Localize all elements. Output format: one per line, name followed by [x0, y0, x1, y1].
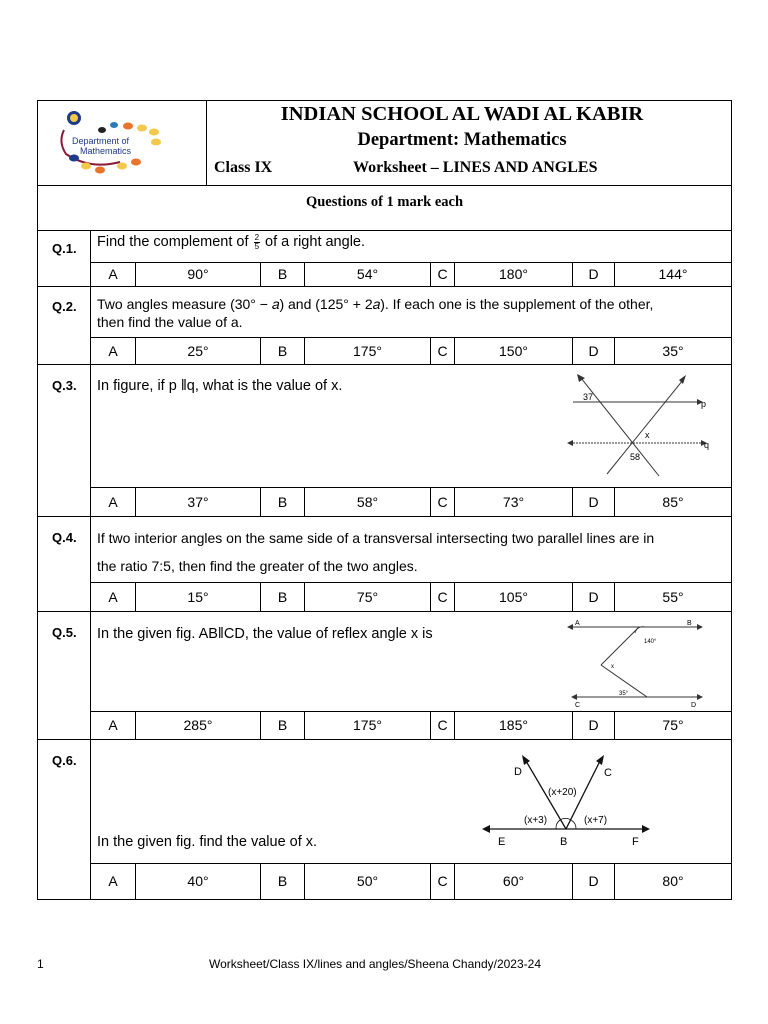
option-letter: A [108, 342, 118, 359]
option-value[interactable]: 90° [187, 266, 209, 282]
option-value[interactable]: 75° [356, 588, 379, 605]
question-text [97, 233, 365, 252]
question-text-line1: Two angles measure (30° − 𝑎) and (125° + 2𝑎). If each one is the supplement of the other, [97, 296, 654, 312]
question-number: Q.6. [52, 753, 77, 768]
fig-label-x: x [611, 664, 614, 670]
option-value[interactable]: 144° [658, 266, 688, 282]
question-text-line1: If two interior angles on the same side of a transversal intersecting two parallel lines are in [97, 530, 655, 546]
option-value[interactable]: 175° [353, 717, 382, 733]
option-letter: C [437, 493, 448, 510]
option-value[interactable]: 60° [502, 873, 525, 889]
option-letter: A [108, 717, 118, 733]
option-value[interactable]: 35° [662, 342, 684, 359]
fig-label-right: (x+7) [584, 815, 608, 826]
option-letter: C [437, 588, 448, 605]
border [731, 100, 732, 900]
fig-label-mid: (x+20) [548, 787, 577, 798]
option-value[interactable]: 105° [499, 588, 528, 605]
question-text-start: Find the complement of [97, 234, 249, 250]
border [37, 364, 732, 365]
fraction [254, 234, 260, 251]
option-value[interactable]: 58° [356, 493, 379, 510]
option-letter: C [437, 873, 448, 889]
fig-label-D: D [691, 702, 697, 709]
option-letter: C [437, 266, 448, 282]
page-number: 1 [37, 957, 44, 971]
fig-label-D: D [514, 766, 522, 778]
fig-label-B: B [687, 620, 692, 627]
linear-pair-figure [480, 745, 660, 855]
border [37, 516, 732, 517]
option-letter: B [277, 873, 288, 889]
border [37, 286, 732, 287]
option-value[interactable]: 285° [183, 717, 213, 733]
option-letter: D [588, 342, 599, 359]
fig-angle-140: 140° [644, 639, 657, 645]
fraction-numerator: 2 [254, 232, 260, 242]
border [37, 230, 732, 231]
option-value[interactable]: 185° [499, 717, 528, 733]
question-text-end: of a right angle. [265, 234, 366, 250]
question-text: In the given fig. AB‖CD, the value of reflex angle x is [97, 626, 433, 642]
question-number: Q.4. [52, 530, 77, 545]
logo-graphic [50, 108, 170, 178]
school-name: INDIAN SCHOOL AL WADI AL KABIR [280, 103, 644, 125]
option-letter: A [108, 588, 118, 605]
question-text: In the given fig. find the value of x. [97, 834, 318, 850]
option-value[interactable]: 25° [187, 342, 209, 359]
question-number: Q.3. [52, 378, 77, 393]
fig-label-b: 58 [630, 452, 641, 462]
border [37, 899, 732, 900]
option-value[interactable]: 40° [187, 873, 209, 889]
department-logo [50, 108, 170, 178]
option-value[interactable]: 37° [187, 493, 209, 510]
question-number: Q.2. [52, 299, 77, 314]
option-letter: B [277, 342, 288, 359]
option-letter: D [588, 717, 599, 733]
border [37, 185, 732, 186]
option-value[interactable]: 54° [356, 266, 379, 282]
question-number: Q.5. [52, 625, 77, 640]
option-value[interactable]: 80° [662, 873, 684, 889]
option-value[interactable]: 75° [662, 717, 684, 733]
question-text: In figure, if p ‖q, what is the value of x. [97, 378, 343, 394]
option-value[interactable]: 73° [502, 493, 525, 510]
border [37, 100, 732, 101]
fraction-denominator: 5 [254, 241, 260, 251]
option-letter: C [437, 342, 448, 359]
fig-label-left: (x+3) [524, 815, 548, 826]
class-label: Class IX [214, 159, 273, 176]
border [37, 611, 732, 612]
footer-text: Worksheet/Class IX/lines and angles/Sheena Chandy/2023-24 [209, 957, 541, 971]
border [37, 100, 38, 900]
fig-label-E: E [498, 836, 506, 848]
option-letter: A [108, 873, 118, 889]
question-text-line2: then find the value of a. [97, 314, 243, 330]
question-text-line2: the ratio 7:5, then find the greater of the two angles. [97, 558, 418, 574]
fig-label-q: q [704, 440, 710, 450]
border [90, 230, 91, 900]
department-title: Department: Mathematics [357, 130, 567, 150]
section-title: Questions of 1 mark each [305, 194, 464, 210]
fig-label-x: x [645, 430, 650, 440]
option-letter: A [108, 266, 118, 282]
fig-label-A: A [575, 620, 580, 627]
option-letter: B [277, 588, 288, 605]
option-letter: B [277, 717, 288, 733]
option-value[interactable]: 180° [499, 266, 528, 282]
option-value[interactable]: 50° [356, 873, 379, 889]
option-value[interactable]: 85° [662, 493, 684, 510]
parallel-lines-figure [565, 370, 715, 480]
fig-label-B: B [560, 836, 568, 848]
svg-text:Department of: Department of [72, 136, 130, 146]
option-letter: B [277, 493, 288, 510]
svg-text:Mathematics: Mathematics [80, 146, 132, 156]
fig-label-C: C [604, 767, 612, 779]
worksheet-title: Worksheet – LINES AND ANGLES [353, 159, 598, 176]
option-value[interactable]: 55° [662, 588, 684, 605]
option-value[interactable]: 150° [499, 342, 528, 359]
option-letter: D [588, 266, 599, 282]
fig-label-a: 37 [583, 392, 594, 402]
option-letter: D [588, 588, 599, 605]
border [37, 739, 732, 740]
option-letter: D [588, 873, 599, 889]
option-letter: A [108, 493, 118, 510]
option-letter: B [277, 266, 288, 282]
option-letter: C [437, 717, 448, 733]
option-letter: D [588, 493, 599, 510]
reflex-angle-figure [565, 617, 710, 709]
fig-angle-35: 35° [619, 691, 629, 697]
question-number: Q.1. [52, 241, 77, 256]
option-value[interactable]: 15° [187, 588, 209, 605]
option-value[interactable]: 175° [353, 342, 382, 359]
fig-label-p: p [701, 399, 707, 409]
fig-label-F: F [632, 836, 639, 848]
fig-label-C: C [575, 702, 581, 709]
